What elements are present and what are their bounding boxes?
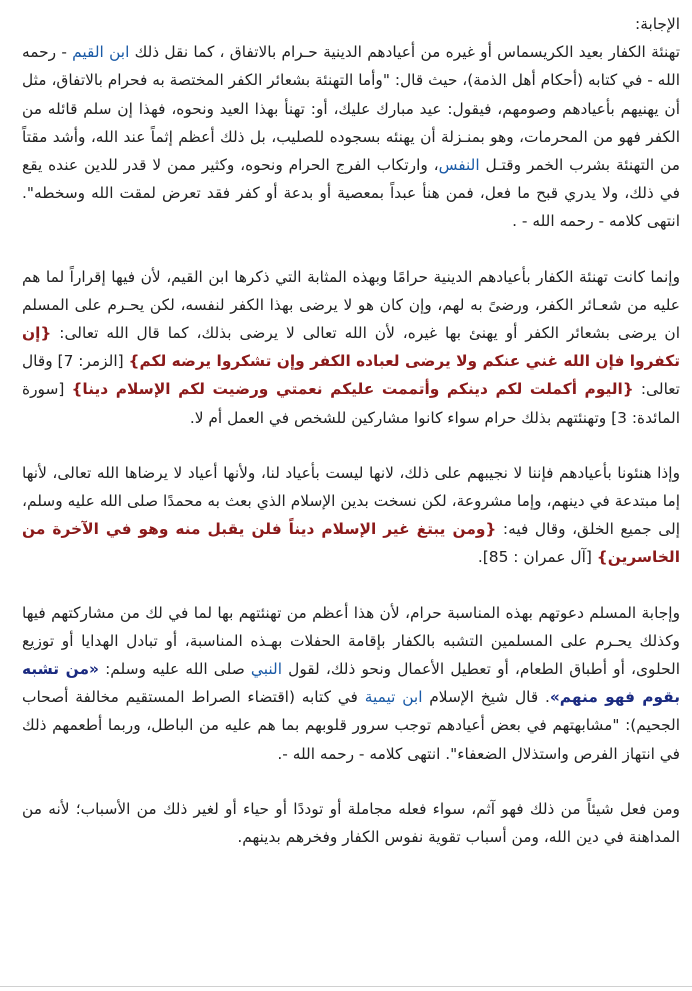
quran-verse-zumar: {إن تكفروا فإن الله غني عنكم ولا يرضى لعباده الكفر وإن تشكروا يرضه لكم} (22, 324, 680, 371)
paragraph-text: ، وارتكاب الفرج الحرام ونحوه، وكثير ممن لا قدر للدين عنده يقع في ذلك، ولا يدري قبح ما فعل، فمن هنأ عبداً بمعصية أو بدعة أو كفر فقد تعرض لمقت الله وسخطه". انتهى كلامه - رحمه الله - . (22, 156, 680, 231)
paragraph-text: وإنما كانت تهنئة الكفار بأعيادهم الدينية حرامًا وبهذه المثابة التي ذكرها ابن القيم، لأن فيها إقراراً لما هم عليه من شعـائر الكفر، ورضىً به لهم، وإن كان هو لا يرضى بهذا الكفر لنفسه، لكن يحـرم على المسلم ان يرضى بشعائر الكفر أو يهنئ بها غيره، لأن الله تعالى لا يرضى بذلك، كما قال الله تعالى: (22, 267, 680, 343)
paragraph-text: في كتابه (اقتضاء الصراط المستقيم مخالفة أصحاب الجحيم): "مشابهتهم في بعض أعيادهم توجب سرور قلوبهم بما هم عليه من الباطل، وربما أطعمهم ذلك في انتهاز الفرص واستذلال الضعفاء". انتهى كلامه - رحمه الله -. (22, 688, 680, 763)
paragraph-text: صلى الله عليه وسلم: (98, 660, 251, 679)
paragraph-text: . قال شيخ الإسلام (422, 688, 550, 707)
link-nafs[interactable]: النفس (438, 156, 480, 175)
paragraph-text: - رحمه الله - في كتابه (أحكام أهل الذمة)، حيث قال: "وأما التهنئة بشعائر الكفر المختصة به فحرام بالاتفاق، مثل أن يهنيهم بأعيادهم وصومهم، فيقول: عيد مبارك عليك، أو: تهنأ بهذا العيد ونحوه، فهذا إن سلم قائله من الكفر فهو من المحرمات، وهو بمنـزلة أن يهنئه بسجوده للصليب، بل ذلك أعظم إثماً عند الله، وأشد مقتاً من التهنئة بشرب الخمر وقتـل (22, 43, 680, 175)
paragraph-replying-greetings (22, 459, 680, 572)
paragraph-reason-prohibition (22, 263, 680, 432)
paragraph-conclusion (22, 795, 680, 851)
paragraph-accepting-invitations (22, 599, 680, 768)
paragraph-congratulation-ruling (22, 38, 680, 235)
verse-reference: [الزمر: 7] وقال تعالى: (22, 352, 680, 399)
paragraph-text: وإجابة المسلم دعوتهم بهذه المناسبة حرام، لأن هذا أعظم من تهنئتهم بها لما في لك من مشاركتهم فيها وكذلك يحـرم على المسلمين التشبه بالكفار بإقامة الحفلات بهـذه المناسبة، أو تبادل الهدايا أو توزيع الحلوى، أو أطباق الطعام، أو تعطيل الأعمال ونحو ذلك، لقول (22, 603, 680, 679)
hadith-quote: «من تشبه بقوم فهو منهم» (22, 660, 681, 707)
verse-reference: [آل عمران : 85]. (477, 548, 597, 567)
link-nabi[interactable]: النبي (250, 660, 283, 679)
paragraph-text: ومن فعل شيئاً من ذلك فهو آثم، سواء فعله مجاملة أو توددًا أو حياء أو لغير ذلك من الأسباب؛ لأنه من المداهنة في دين الله، ومن أسباب تقوية نفوس الكفار وفخرهم بدينهم. (22, 799, 680, 847)
bottom-divider (0, 986, 692, 987)
quran-verse-al-imran: {ومن يبتغ غير الإسلام ديناً فلن يقبل منه وهو في الآخرة من الخاسرين} (22, 520, 680, 567)
link-ibn-taymiyya[interactable]: ابن تيمية (364, 688, 423, 707)
link-ibn-qayyim[interactable]: ابن القيم (72, 43, 130, 62)
verse-reference: [سورة المائدة: 3] وتهنئتهم بذلك حرام سواء كانوا مشاركين للشخص في العمل أم لا. (22, 380, 680, 427)
answer-heading: الإجابة: (635, 15, 680, 33)
paragraph-text: تهنئة الكفار بعيد الكريسماس أو غيره من أعيادهم الدينية حـرام بالاتفاق ، كما نقل ذلك (129, 43, 680, 62)
quran-verse-maidah: {اليوم أكملت لكم دينكم وأتممت عليكم نعمتي ورضيت لكم الإسلام دينا} (71, 380, 634, 399)
paragraph-text: وإذا هنئونا بأعيادهم فإننا لا نجيبهم على ذلك، لانها ليست بأعياد لنا، ولأنها أعياد لا يرضاها الله تعالى، لأنها إما مبتدعة في دينهم، وإما مشروعة، لكن نسخت بدين الإسلام الذي بعث به محمدًا صلى الله عليه وسلم، إلى جميع الخلق، وقال فيه: (22, 463, 680, 539)
